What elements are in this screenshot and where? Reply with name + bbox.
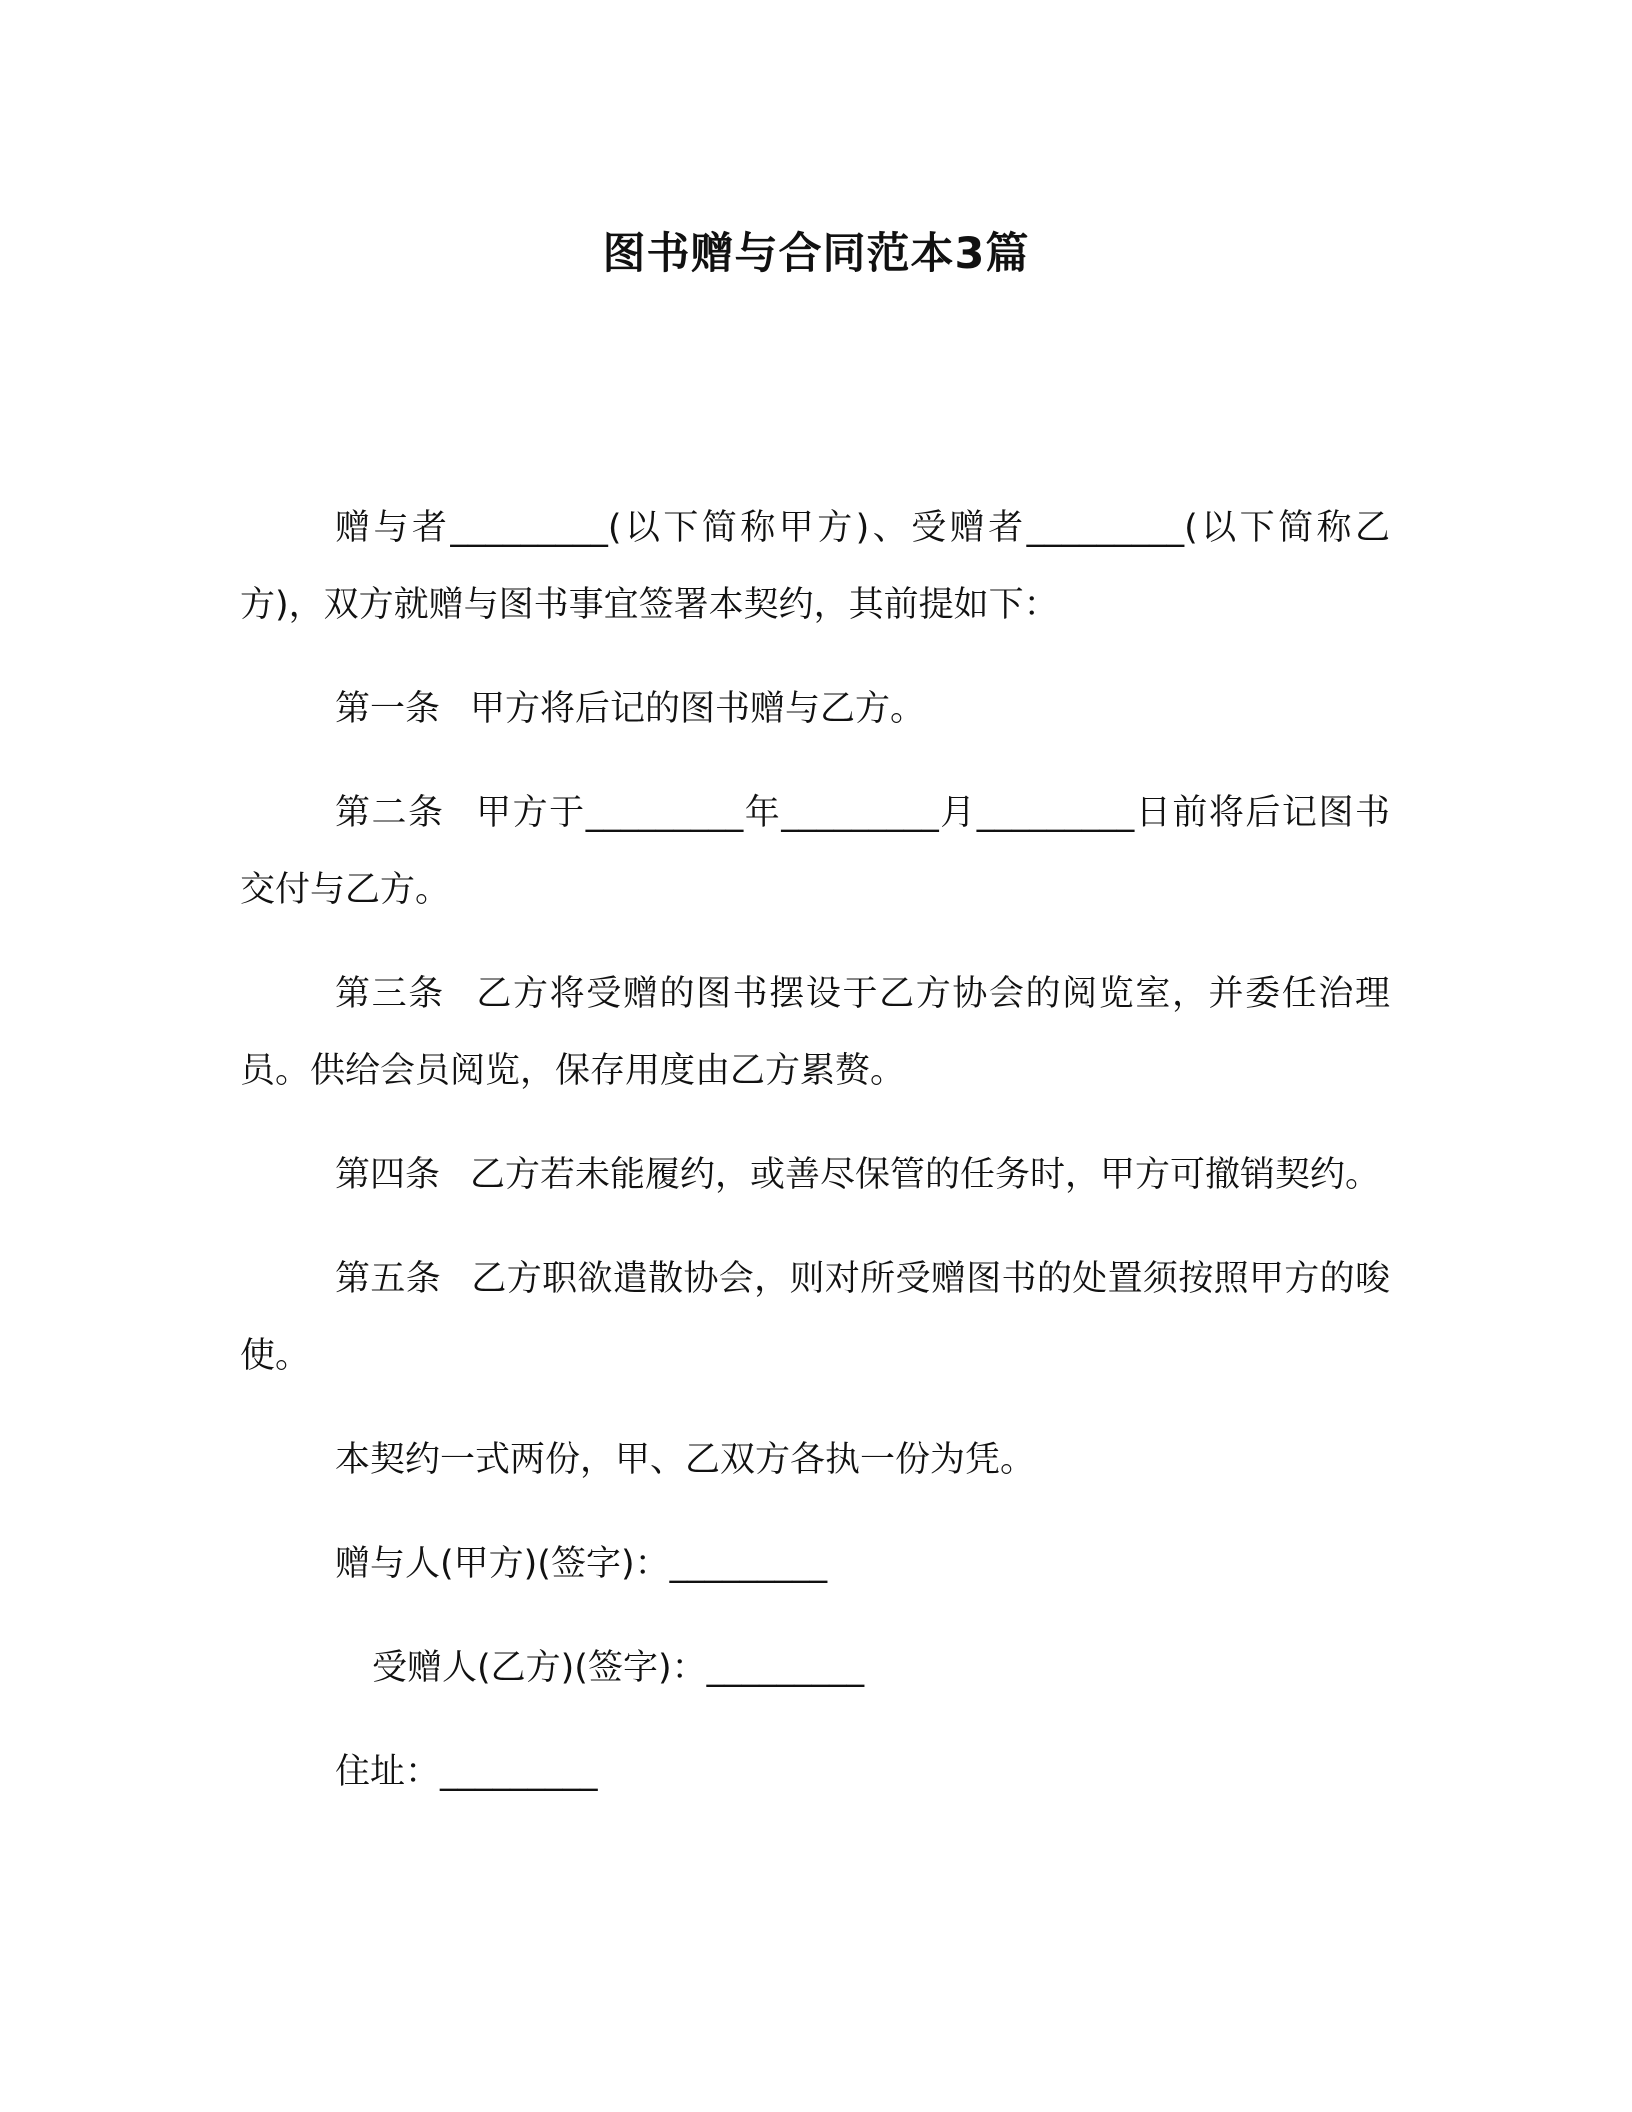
article-3 [240,956,1390,1110]
article-5-label: 第五条 [335,1259,442,1299]
article-5 [240,1241,1390,1395]
document-title: 图书赠与合同范本3篇 [602,229,1030,279]
address-line: 住址：_________ [335,1752,598,1792]
article-3-label: 第三条 [335,974,445,1014]
article-1-label: 第一条 [335,689,441,729]
article-4 [240,1137,1390,1214]
intro-paragraph: 赠与者_________(以下简称甲方)、受赠者_________(以下简称乙方)，双方就赠与图书事宜签署本契约，其前提如下： [240,508,1390,625]
article-3-text: 乙方将受赠的图书摆设于乙方协会的阅览室，并委任治理员。供给会员阅览，保存用度由乙方累赘。 [240,974,1390,1091]
article-5-text: 乙方职欲遣散协会，则对所受赠图书的处置须按照甲方的唆使。 [240,1259,1390,1376]
document-body [240,490,1390,1838]
article-4-text: 乙方若未能履约，或善尽保管的任务时，甲方可撤销契约。 [470,1155,1381,1195]
donor-signature-line: 赠与人(甲方)(签字)：_________ [335,1544,828,1584]
article-1-text: 甲方将后记的图书赠与乙方。 [470,689,926,729]
article-2-text: 甲方于_________年_________月_________日前将后记图书交付与乙方。 [240,793,1390,910]
copies-statement: 本契约一式两份，甲、乙双方各执一份为凭。 [335,1440,1036,1480]
article-2 [240,775,1390,929]
recipient-signature-line: 受赠人(乙方)(签字)：_________ [372,1648,865,1688]
article-1 [240,671,1390,748]
article-4-label: 第四条 [335,1155,441,1195]
article-2-label: 第二条 [335,793,445,833]
